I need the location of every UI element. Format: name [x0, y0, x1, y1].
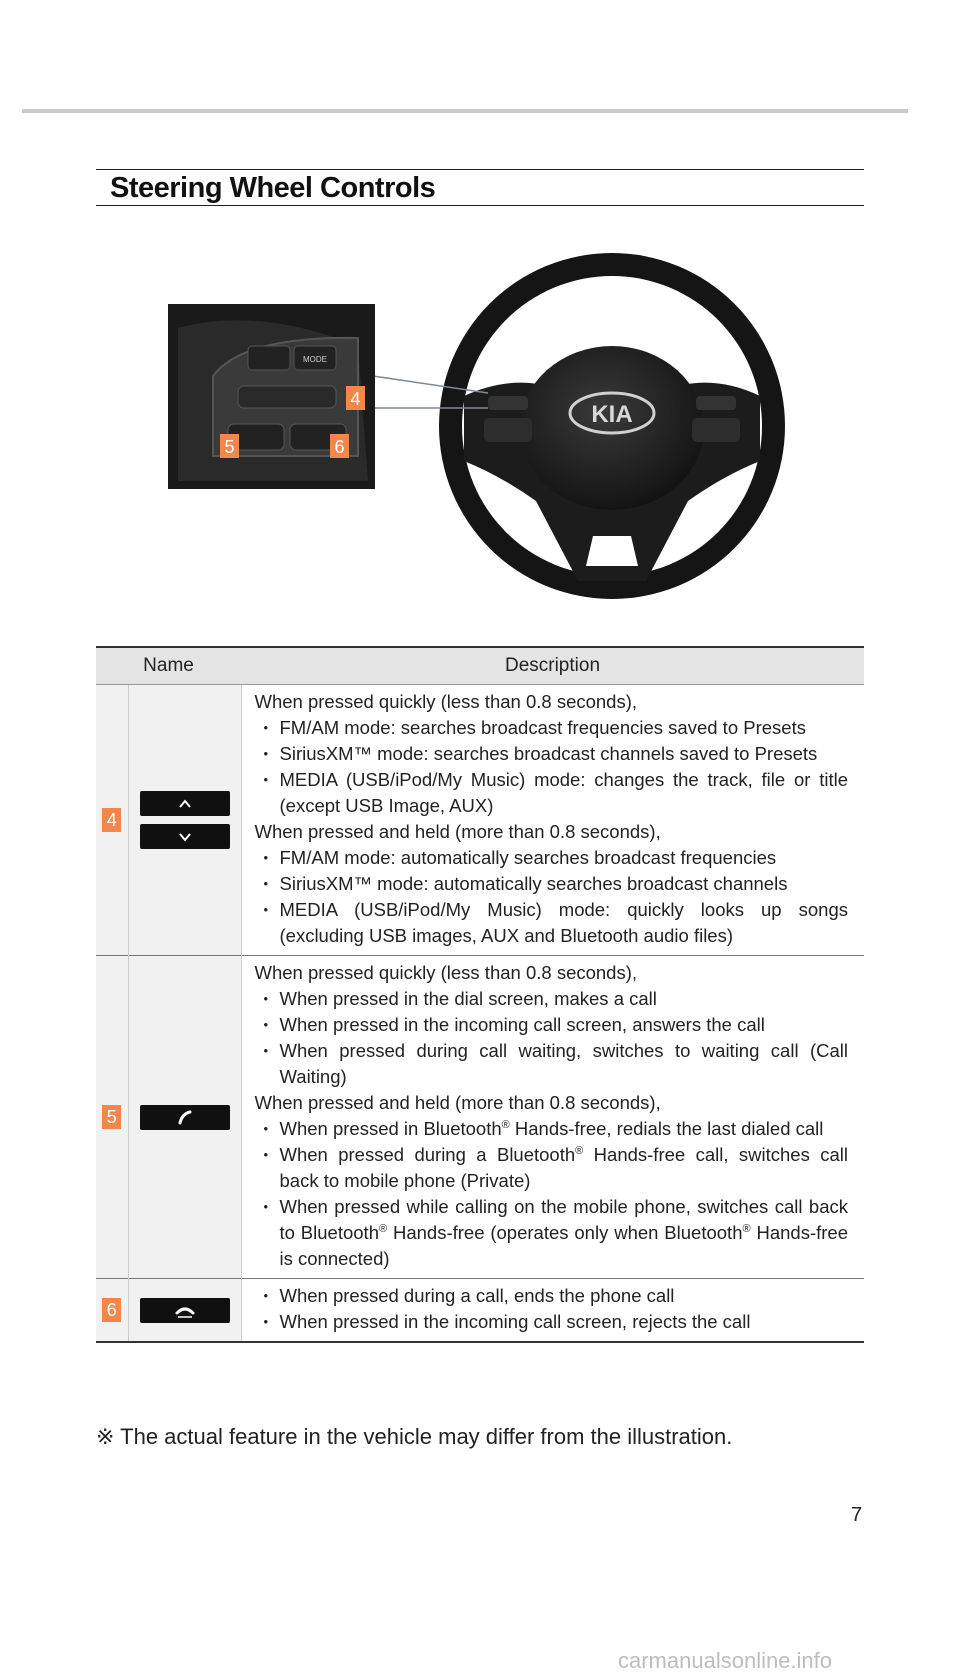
- phone-call-icon: [140, 1105, 230, 1130]
- svg-text:KIA: KIA: [591, 401, 633, 428]
- header-rule: [22, 109, 908, 113]
- description-item: • MEDIA (USB/iPod/My Music) mode: changes the track, file or title (except USB Image, AUX): [280, 767, 849, 819]
- description-list: [255, 845, 849, 949]
- description-item: • When pressed during a Bluetooth® Hands-free call, switches call back to mobile phone (Private): [280, 1142, 849, 1194]
- svg-text:5: 5: [224, 437, 235, 457]
- description-list: [255, 1283, 849, 1335]
- description-cell: [241, 956, 864, 1279]
- description-item: • When pressed in the dial screen, makes a call: [280, 986, 849, 1012]
- description-item: • When pressed in the incoming call screen, rejects the call: [280, 1309, 849, 1335]
- section-title: Steering Wheel Controls: [110, 172, 436, 204]
- watermark: carmanualsonline.info: [618, 1648, 833, 1673]
- svg-text:MODE: MODE: [303, 355, 327, 364]
- svg-text:4: 4: [350, 389, 361, 409]
- table-row: [96, 956, 864, 1279]
- description-list: [255, 715, 849, 819]
- airbag-hub: [520, 346, 704, 510]
- description-item: • When pressed in the incoming call screen, answers the call: [280, 1012, 849, 1038]
- svg-text:6: 6: [334, 437, 345, 457]
- table-row: [96, 685, 864, 956]
- description-item: • FM/AM mode: searches broadcast frequencies saved to Presets: [280, 715, 849, 741]
- item-number-badge: 4: [102, 808, 121, 832]
- description-item: • SiriusXM™ mode: searches broadcast channels saved to Presets: [280, 741, 849, 767]
- page-number: 7: [851, 1504, 863, 1526]
- chevron-up-icon: [140, 791, 230, 816]
- steering-wheel-illustration: [168, 236, 888, 606]
- description-item: • When pressed during call waiting, switches to waiting call (Call Waiting): [280, 1038, 849, 1090]
- item-number-badge: 5: [102, 1105, 121, 1129]
- phone-end-icon: [140, 1298, 230, 1323]
- header-description: Description: [241, 647, 864, 685]
- item-number-badge: 6: [102, 1298, 121, 1322]
- description-item: • FM/AM mode: automatically searches broadcast frequencies: [280, 845, 849, 871]
- description-lead: When pressed quickly (less than 0.8 seconds),: [254, 962, 638, 983]
- description-list: [255, 1116, 849, 1272]
- description-lead: When pressed quickly (less than 0.8 seconds),: [254, 691, 638, 712]
- description-lead: When pressed and held (more than 0.8 seconds),: [254, 1092, 661, 1113]
- chevron-down-icon: [140, 824, 230, 849]
- illustration-note: ※ The actual feature in the vehicle may differ from the illustration.: [96, 1424, 733, 1449]
- description-item: • SiriusXM™ mode: automatically searches broadcast channels: [280, 871, 849, 897]
- description-item: • When pressed while calling on the mobile phone, switches call back to Bluetooth® Hands-free (operates only when Bluetooth® Hands-free is connected): [280, 1194, 849, 1272]
- header-name: Name: [96, 647, 241, 685]
- table-row: [96, 1279, 864, 1343]
- title-rule-top: [96, 169, 864, 170]
- description-item: • When pressed in Bluetooth® Hands-free, redials the last dialed call: [280, 1116, 849, 1142]
- description-item: • When pressed during a call, ends the phone call: [280, 1283, 849, 1309]
- description-cell: [241, 1279, 864, 1343]
- description-list: [255, 986, 849, 1090]
- description-item: • MEDIA (USB/iPod/My Music) mode: quickly looks up songs (excluding USB images, AUX and Bluetooth audio files): [280, 897, 849, 949]
- controls-table: [96, 646, 864, 1343]
- title-rule-bottom: [96, 205, 864, 206]
- description-cell: [241, 685, 864, 956]
- description-lead: When pressed and held (more than 0.8 seconds),: [254, 821, 661, 842]
